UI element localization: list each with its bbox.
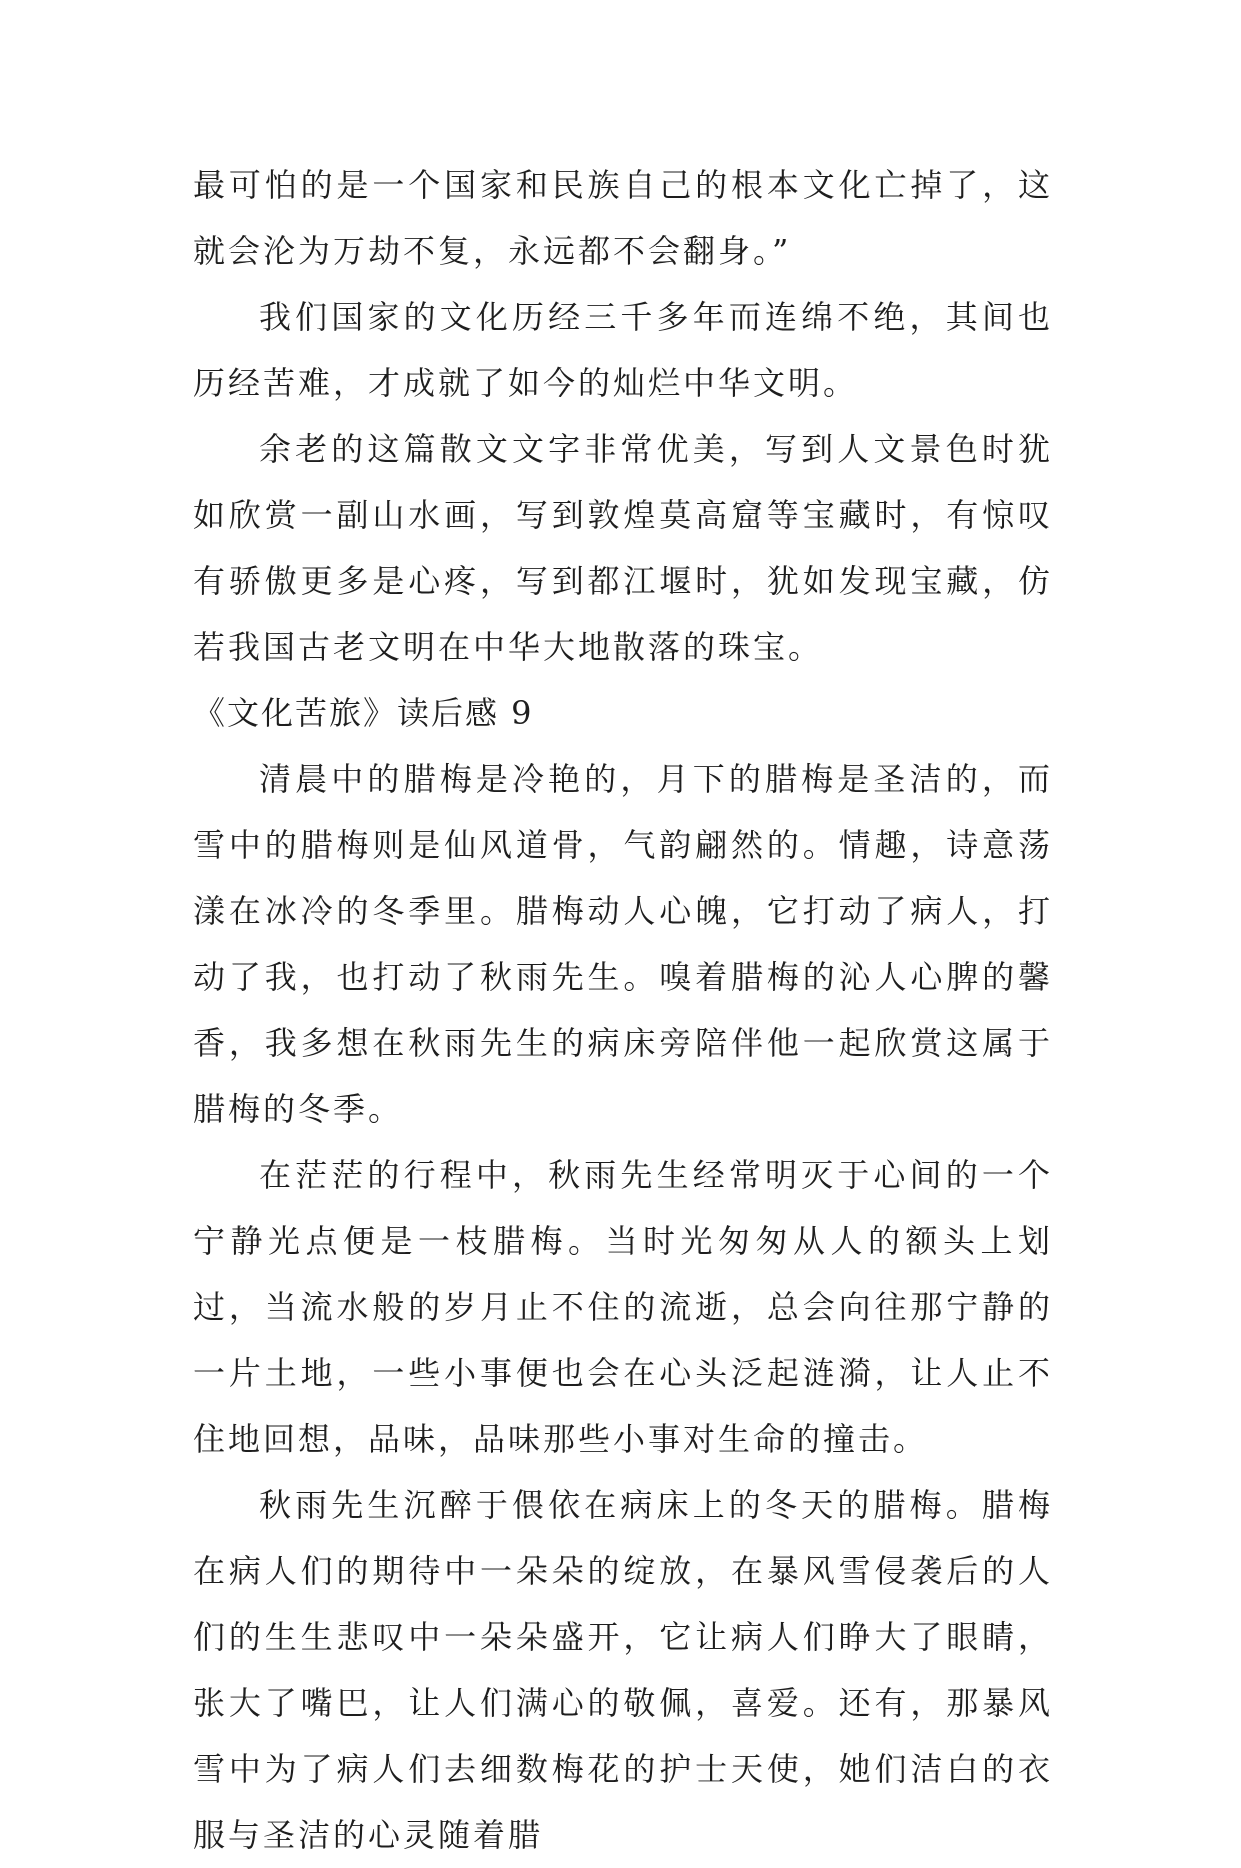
section-title: 《文化苦旅》读后感 9 bbox=[193, 694, 534, 732]
paragraph-6: 秋雨先生沉醉于偎依在病床上的冬天的腊梅。腊梅在病人们的期待中一朵朵的绽放，在暴风雪侵袭后的人们的生生悲叹中一朵朵盛开，它让病人们睁大了眼睛，张大了嘴巴，让人们满心的敬佩，喜爱。还有，那暴风雪中为了病人们去细数梅花的护士天使，她们洁白的衣服与圣洁的心灵随着腊 bbox=[193, 1486, 1053, 1854]
paragraph-5: 在茫茫的行程中，秋雨先生经常明灭于心间的一个宁静光点便是一枝腊梅。当时光匆匆从人的额头上划过，当流水般的岁月止不住的流逝，总会向往那宁静的一片土地，一些小事便也会在心头泛起涟漪，让人止不住地回想，品味，品味那些小事对生命的撞击。 bbox=[193, 1156, 1053, 1458]
paragraph-4: 清晨中的腊梅是冷艳的，月下的腊梅是圣洁的，而雪中的腊梅则是仙风道骨，气韵翩然的。情趣，诗意荡漾在冰冷的冬季里。腊梅动人心魄，它打动了病人，打动了我，也打动了秋雨先生。嗅着腊梅的沁人心脾的馨香，我多想在秋雨先生的病床旁陪伴他一起欣赏这属于腊梅的冬季。 bbox=[193, 760, 1053, 1128]
document-body bbox=[193, 152, 1053, 1868]
paragraph-2: 我们国家的文化历经三千多年而连绵不绝，其间也历经苦难，才成就了如今的灿烂中华文明。 bbox=[193, 298, 1053, 402]
paragraph-3: 余老的这篇散文文字非常优美，写到人文景色时犹如欣赏一副山水画，写到敦煌莫高窟等宝藏时，有惊叹有骄傲更多是心疼，写到都江堰时，犹如发现宝藏，仿若我国古老文明在中华大地散落的珠宝。 bbox=[193, 430, 1053, 666]
paragraph-1: 最可怕的是一个国家和民族自己的根本文化亡掉了，这就会沦为万劫不复，永远都不会翻身。” bbox=[193, 166, 1053, 270]
